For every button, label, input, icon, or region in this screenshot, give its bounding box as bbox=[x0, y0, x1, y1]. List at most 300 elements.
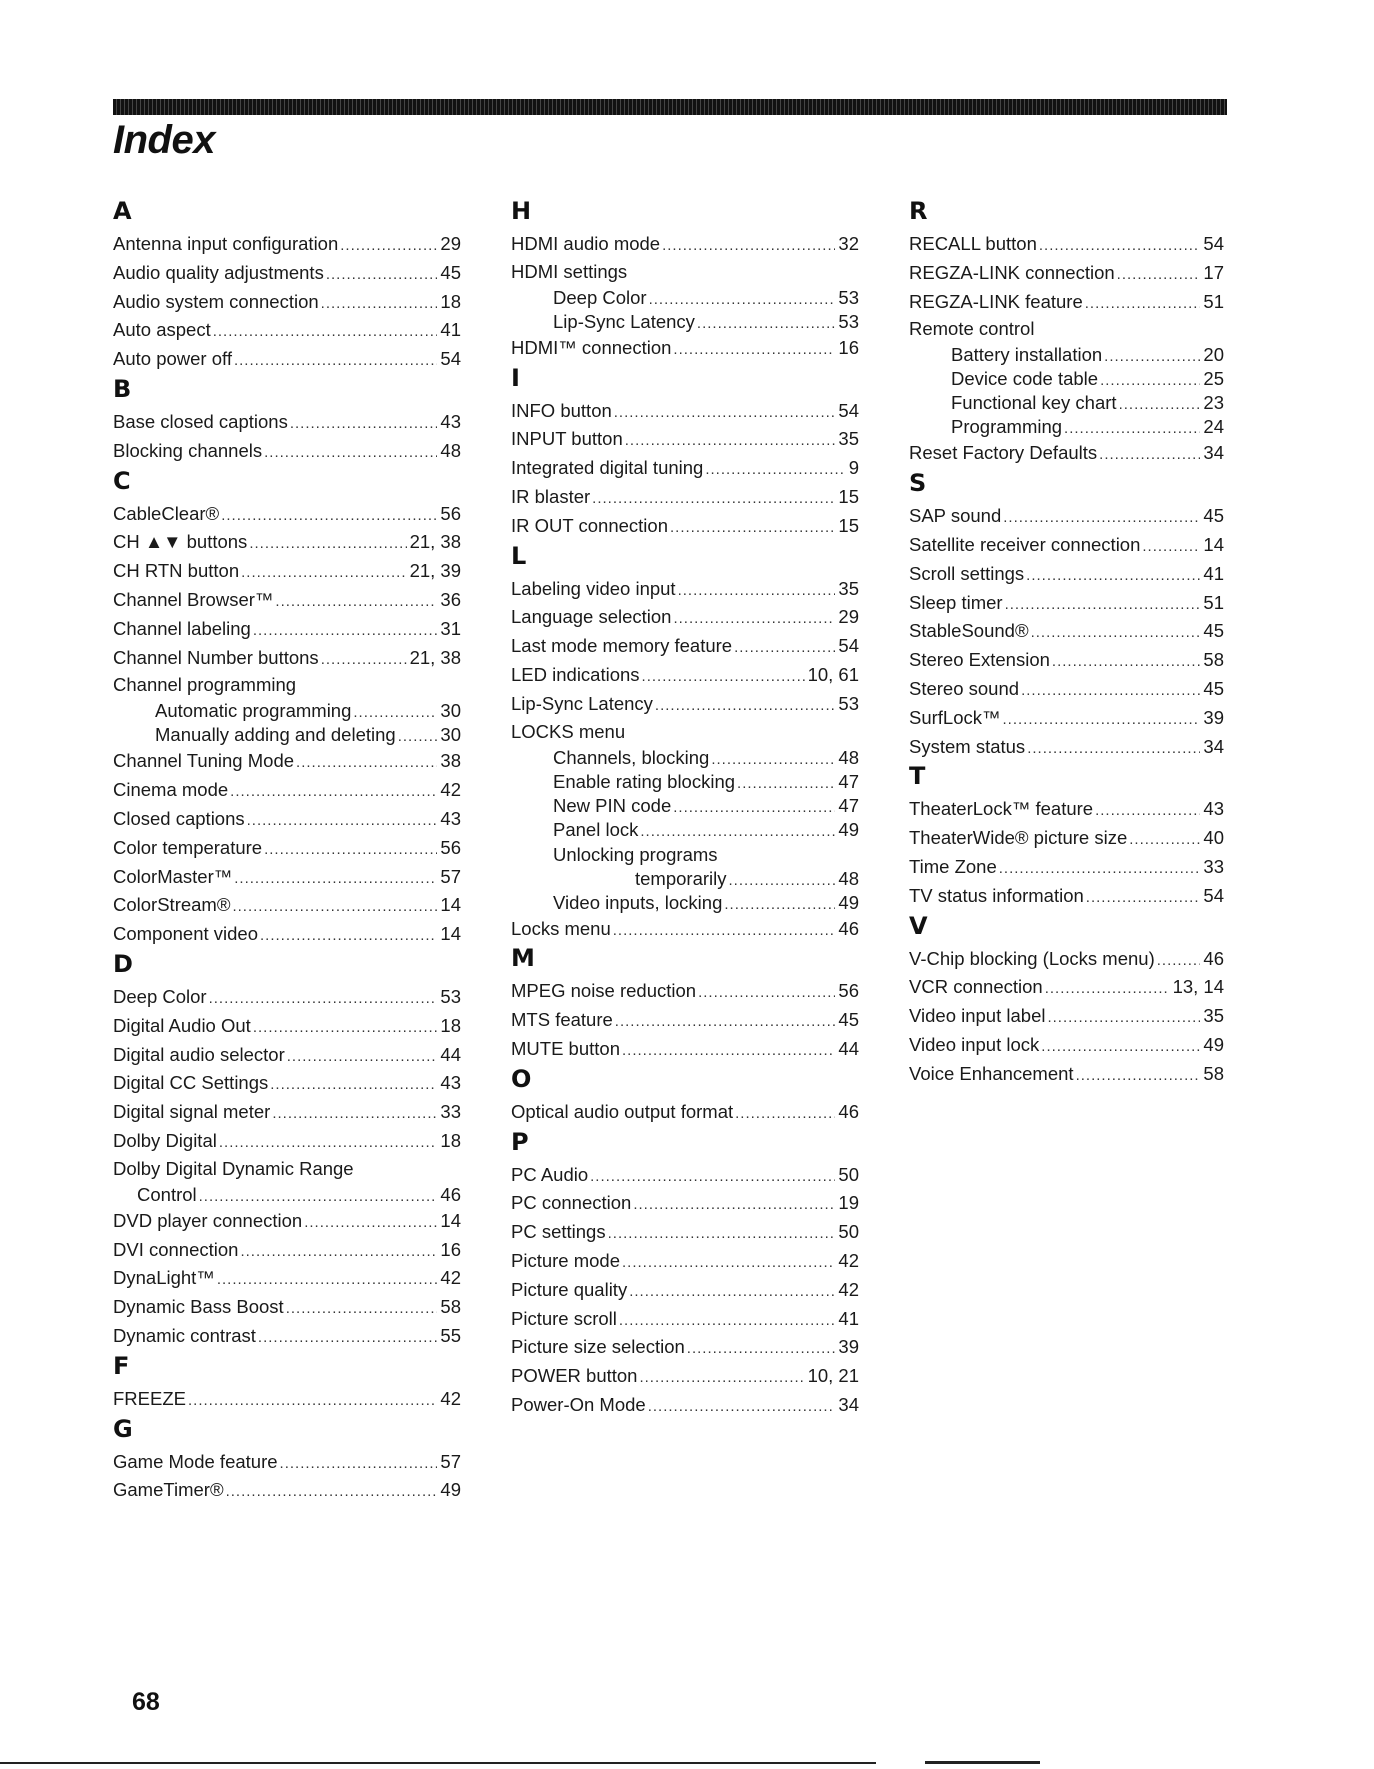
entry-pages: 42 bbox=[440, 779, 461, 801]
entry-term: TV status information bbox=[909, 884, 1084, 906]
entry-pages: 30 bbox=[440, 700, 461, 722]
dot-leader bbox=[234, 347, 437, 376]
entry-pages: 54 bbox=[838, 399, 859, 421]
entry-pages: 56 bbox=[838, 980, 859, 1002]
dot-leader bbox=[678, 577, 836, 606]
index-entry bbox=[113, 288, 461, 317]
index-entry bbox=[113, 834, 461, 863]
dot-leader bbox=[1005, 591, 1201, 620]
entry-pages: 39 bbox=[838, 1336, 859, 1358]
index-entry bbox=[113, 1156, 461, 1183]
index-entry bbox=[909, 1060, 1224, 1089]
entry-pages: 57 bbox=[440, 1450, 461, 1472]
entry-term: Control bbox=[137, 1183, 197, 1205]
entry-term: Functional key chart bbox=[951, 392, 1117, 414]
section-letter: O bbox=[511, 1064, 532, 1093]
dot-leader bbox=[999, 855, 1201, 884]
dot-leader bbox=[272, 1100, 437, 1129]
entry-pages: 18 bbox=[440, 290, 461, 312]
entry-pages: 47 bbox=[838, 770, 859, 792]
dot-leader bbox=[280, 1450, 438, 1479]
index-entry bbox=[113, 805, 461, 834]
entry-term: Lip-Sync Latency bbox=[553, 310, 695, 332]
dot-leader bbox=[642, 663, 805, 692]
entry-pages: 23 bbox=[1203, 392, 1224, 414]
entry-pages: 45 bbox=[1203, 677, 1224, 699]
index-entry bbox=[909, 415, 1224, 439]
entry-term: FREEZE bbox=[113, 1387, 186, 1409]
entry-term: Channel programming bbox=[113, 674, 297, 696]
entry-pages: 45 bbox=[838, 1009, 859, 1031]
entry-pages: 53 bbox=[440, 985, 461, 1007]
entry-term: TheaterWide® picture size bbox=[909, 827, 1128, 849]
dot-leader bbox=[1031, 619, 1201, 648]
entry-pages: 58 bbox=[1203, 649, 1224, 671]
dot-leader bbox=[353, 701, 437, 725]
section-letter: I bbox=[511, 363, 520, 392]
entry-term: REGZA-LINK connection bbox=[909, 261, 1115, 283]
entry-term: Channel Number buttons bbox=[113, 646, 319, 668]
index-entry bbox=[511, 1098, 859, 1127]
dot-leader bbox=[326, 261, 438, 290]
index-entry bbox=[909, 316, 1224, 343]
index-entry bbox=[909, 343, 1224, 367]
dot-leader bbox=[1157, 947, 1201, 976]
index-entry bbox=[113, 528, 461, 557]
entry-pages: 14 bbox=[1203, 533, 1224, 555]
entry-term: Channel labeling bbox=[113, 617, 251, 639]
dot-leader bbox=[286, 1295, 438, 1324]
entry-pages: 31 bbox=[440, 617, 461, 639]
dot-leader bbox=[629, 1278, 835, 1307]
index-entry bbox=[909, 646, 1224, 675]
entry-pages: 36 bbox=[440, 588, 461, 610]
entry-term: Deep Color bbox=[113, 985, 207, 1007]
dot-leader bbox=[217, 1266, 438, 1295]
dot-leader bbox=[737, 772, 835, 796]
entry-term: Remote control bbox=[909, 318, 1035, 340]
entry-pages: 43 bbox=[440, 807, 461, 829]
entry-pages: 54 bbox=[1203, 884, 1224, 906]
entry-term: Picture scroll bbox=[511, 1307, 617, 1329]
entry-pages: 16 bbox=[440, 1238, 461, 1260]
entry-pages: 41 bbox=[838, 1307, 859, 1329]
index-column-1 bbox=[113, 196, 461, 1505]
dot-leader bbox=[188, 1387, 437, 1416]
entry-term: Video inputs, locking bbox=[553, 891, 723, 913]
dot-leader bbox=[648, 1393, 836, 1422]
dot-leader bbox=[304, 1209, 437, 1238]
entry-pages: 43 bbox=[1203, 798, 1224, 820]
index-entry bbox=[511, 746, 859, 770]
entry-term: Last mode memory feature bbox=[511, 635, 733, 657]
dot-leader bbox=[398, 725, 438, 749]
entry-pages: 30 bbox=[440, 724, 461, 746]
dot-leader bbox=[287, 1043, 438, 1072]
entry-term: Panel lock bbox=[553, 818, 639, 840]
index-entry bbox=[909, 531, 1224, 560]
entry-term: ColorMaster™ bbox=[113, 865, 233, 887]
dot-leader bbox=[1119, 393, 1201, 417]
entry-pages: 43 bbox=[440, 410, 461, 432]
entry-term: Digital Audio Out bbox=[113, 1014, 251, 1036]
entry-term: temporarily bbox=[635, 867, 727, 889]
dot-leader bbox=[639, 1364, 804, 1393]
entry-pages: 57 bbox=[440, 865, 461, 887]
index-entry bbox=[113, 1127, 461, 1156]
entry-term: TheaterLock™ feature bbox=[909, 798, 1094, 820]
entry-pages: 53 bbox=[838, 286, 859, 308]
index-entry bbox=[113, 1207, 461, 1236]
entry-pages: 40 bbox=[1203, 827, 1224, 849]
dot-leader bbox=[1142, 533, 1200, 562]
entry-pages: 43 bbox=[440, 1072, 461, 1094]
entry-term: Power-On Mode bbox=[511, 1393, 646, 1415]
dot-leader bbox=[253, 617, 438, 646]
index-entry bbox=[909, 560, 1224, 589]
index-entry bbox=[909, 795, 1224, 824]
index-entry bbox=[511, 259, 859, 286]
entry-term: RECALL button bbox=[909, 233, 1037, 254]
entry-term: HDMI settings bbox=[511, 260, 628, 282]
entry-pages: 10, 61 bbox=[807, 663, 859, 685]
entry-pages: 45 bbox=[1203, 505, 1224, 527]
entry-term: Lip-Sync Latency bbox=[511, 692, 653, 714]
entry-term: Dynamic Bass Boost bbox=[113, 1296, 284, 1318]
dot-leader bbox=[234, 865, 437, 894]
entry-term: INPUT button bbox=[511, 428, 623, 450]
entry-term: Digital CC Settings bbox=[113, 1072, 269, 1094]
index-entry bbox=[511, 425, 859, 454]
dot-leader bbox=[321, 290, 438, 319]
index-entry bbox=[511, 977, 859, 1006]
footer-rule bbox=[0, 1762, 876, 1764]
index-entry bbox=[113, 1069, 461, 1098]
entry-pages: 34 bbox=[1203, 442, 1224, 464]
dot-leader bbox=[1026, 562, 1200, 591]
dot-leader bbox=[219, 1129, 438, 1158]
index-column-2 bbox=[511, 196, 859, 1420]
index-entry bbox=[511, 770, 859, 794]
section-letter: V bbox=[909, 911, 928, 940]
index-entry bbox=[113, 259, 461, 288]
dot-leader bbox=[264, 836, 437, 865]
index-entry bbox=[909, 391, 1224, 415]
entry-pages: 54 bbox=[838, 635, 859, 657]
index-entry bbox=[113, 983, 461, 1012]
entry-term: Reset Factory Defaults bbox=[909, 442, 1098, 464]
index-entry bbox=[113, 672, 461, 699]
index-entry bbox=[113, 723, 461, 747]
index-entry bbox=[511, 632, 859, 661]
dot-leader bbox=[247, 807, 438, 836]
entry-term: PC settings bbox=[511, 1221, 606, 1243]
dot-leader bbox=[270, 1071, 437, 1100]
entry-pages: 35 bbox=[838, 577, 859, 599]
index-entry bbox=[511, 310, 859, 334]
footer-rule-mark bbox=[925, 1761, 1040, 1764]
entry-term: Auto power off bbox=[113, 348, 232, 370]
dot-leader bbox=[249, 530, 406, 559]
dot-leader bbox=[622, 1249, 835, 1278]
dot-leader bbox=[1085, 290, 1201, 319]
entry-term: Picture size selection bbox=[511, 1336, 685, 1358]
dot-leader bbox=[592, 485, 835, 514]
entry-term: Time Zone bbox=[909, 855, 997, 877]
entry-pages: 55 bbox=[440, 1324, 461, 1346]
dot-leader bbox=[697, 312, 836, 336]
entry-term: REGZA-LINK feature bbox=[909, 290, 1083, 312]
index-entry bbox=[511, 483, 859, 512]
index-entry bbox=[511, 719, 859, 746]
entry-term: Closed captions bbox=[113, 807, 245, 829]
index-entry bbox=[511, 575, 859, 604]
entry-pages: 56 bbox=[440, 836, 461, 858]
entry-term: Channels, blocking bbox=[553, 746, 710, 768]
dot-leader bbox=[290, 410, 438, 439]
entry-term: V-Chip blocking (Locks menu) bbox=[909, 947, 1155, 969]
entry-pages: 48 bbox=[838, 867, 859, 889]
dot-leader bbox=[258, 1324, 438, 1353]
dot-leader bbox=[619, 1307, 836, 1336]
dot-leader bbox=[673, 605, 835, 634]
entry-term: Dolby Digital Dynamic Range bbox=[113, 1157, 354, 1179]
entry-pages: 45 bbox=[1203, 620, 1224, 642]
entry-pages: 50 bbox=[838, 1221, 859, 1243]
entry-term: Digital audio selector bbox=[113, 1043, 285, 1065]
dot-leader bbox=[711, 748, 835, 772]
entry-term: HDMI audio mode bbox=[511, 233, 661, 254]
dot-leader bbox=[1039, 232, 1201, 261]
index-entry bbox=[511, 891, 859, 915]
dot-leader bbox=[1104, 345, 1200, 369]
entry-pages: 51 bbox=[1203, 591, 1224, 613]
entry-pages: 25 bbox=[1203, 368, 1224, 390]
entry-term: Deep Color bbox=[553, 286, 647, 308]
index-entry bbox=[511, 1189, 859, 1218]
entry-term: Integrated digital tuning bbox=[511, 457, 704, 479]
section-letter: L bbox=[511, 541, 527, 570]
entry-pages: 45 bbox=[440, 261, 461, 283]
entry-term: Dynamic contrast bbox=[113, 1324, 256, 1346]
entry-term: Cinema mode bbox=[113, 779, 229, 801]
dot-leader bbox=[655, 692, 836, 721]
index-entry bbox=[113, 1322, 461, 1351]
section-letter: A bbox=[113, 197, 132, 225]
entry-pages: 17 bbox=[1203, 261, 1224, 283]
dot-leader bbox=[1045, 975, 1170, 1004]
dot-leader bbox=[1052, 648, 1201, 677]
index-entry bbox=[113, 920, 461, 949]
entry-pages: 33 bbox=[440, 1101, 461, 1123]
index-entry bbox=[511, 1305, 859, 1334]
dot-leader bbox=[1095, 797, 1200, 826]
entry-term: MPEG noise reduction bbox=[511, 980, 697, 1002]
entry-pages: 41 bbox=[440, 319, 461, 341]
entry-term: ColorStream® bbox=[113, 894, 231, 916]
index-entry bbox=[909, 824, 1224, 853]
index-entry bbox=[113, 1012, 461, 1041]
dot-leader bbox=[633, 1191, 835, 1220]
index-entry bbox=[511, 818, 859, 842]
entry-pages: 46 bbox=[838, 1100, 859, 1122]
entry-term: CH ▲▼ buttons bbox=[113, 531, 248, 553]
entry-term: LOCKS menu bbox=[511, 720, 626, 742]
dot-leader bbox=[1003, 504, 1200, 533]
entry-term: MTS feature bbox=[511, 1009, 613, 1031]
dot-leader bbox=[705, 456, 845, 485]
entry-pages: 34 bbox=[838, 1393, 859, 1415]
entry-term: Voice Enhancement bbox=[909, 1062, 1074, 1084]
dot-leader bbox=[1117, 261, 1201, 290]
entry-term: HDMI™ connection bbox=[511, 336, 672, 358]
entry-pages: 14 bbox=[440, 923, 461, 945]
page-number: 68 bbox=[132, 1688, 160, 1716]
dot-leader bbox=[226, 1478, 438, 1507]
dot-leader bbox=[1064, 417, 1200, 441]
dot-leader bbox=[240, 1238, 437, 1267]
entry-term: Device code table bbox=[951, 368, 1099, 390]
entry-pages: 42 bbox=[440, 1387, 461, 1409]
dot-leader bbox=[213, 318, 438, 347]
entry-term: Programming bbox=[951, 416, 1063, 438]
entry-pages: 21, 39 bbox=[409, 560, 461, 582]
dot-leader bbox=[221, 502, 437, 531]
index-entry bbox=[511, 286, 859, 310]
entry-pages: 24 bbox=[1203, 416, 1224, 438]
index-entry bbox=[909, 367, 1224, 391]
dot-leader bbox=[662, 232, 835, 261]
index-entry bbox=[511, 1218, 859, 1247]
dot-leader bbox=[734, 634, 835, 663]
index-entry bbox=[511, 1276, 859, 1305]
index-entry bbox=[909, 288, 1224, 317]
dot-leader bbox=[673, 796, 835, 820]
entry-pages: 9 bbox=[848, 457, 859, 479]
index-entry bbox=[113, 1183, 461, 1207]
entry-pages: 58 bbox=[440, 1296, 461, 1318]
index-entry bbox=[113, 1293, 461, 1322]
dot-leader bbox=[321, 646, 407, 675]
entry-term: Digital signal meter bbox=[113, 1101, 271, 1123]
index-entry bbox=[113, 1385, 461, 1414]
entry-term: VCR connection bbox=[909, 976, 1043, 998]
entry-pages: 21, 38 bbox=[409, 531, 461, 553]
dot-leader bbox=[673, 336, 835, 365]
entry-pages: 44 bbox=[838, 1037, 859, 1059]
entry-term: Automatic programming bbox=[155, 700, 352, 722]
section-letter: S bbox=[909, 469, 927, 498]
dot-leader bbox=[340, 232, 437, 261]
entry-pages: 35 bbox=[838, 428, 859, 450]
entry-pages: 15 bbox=[838, 485, 859, 507]
entry-term: Dolby Digital bbox=[113, 1129, 217, 1151]
entry-term: Audio quality adjustments bbox=[113, 261, 324, 283]
dot-leader bbox=[1076, 1062, 1201, 1091]
index-entry bbox=[909, 733, 1224, 762]
entry-pages: 50 bbox=[838, 1163, 859, 1185]
entry-pages: 46 bbox=[440, 1183, 461, 1205]
entry-pages: 54 bbox=[440, 348, 461, 370]
entry-pages: 29 bbox=[440, 233, 461, 254]
index-entry bbox=[511, 915, 859, 944]
entry-pages: 32 bbox=[838, 233, 859, 254]
dot-leader bbox=[296, 749, 437, 778]
dot-leader bbox=[670, 514, 835, 543]
entry-term: Locks menu bbox=[511, 917, 611, 939]
dot-leader bbox=[241, 559, 406, 588]
dot-leader bbox=[199, 1185, 438, 1209]
entry-term: Video input label bbox=[909, 1005, 1046, 1027]
index-entry bbox=[113, 747, 461, 776]
index-entry bbox=[909, 853, 1224, 882]
entry-pages: 42 bbox=[838, 1249, 859, 1271]
entry-pages: 18 bbox=[440, 1129, 461, 1151]
index-entry bbox=[909, 882, 1224, 911]
entry-term: SurfLock™ bbox=[909, 706, 1001, 728]
entry-term: Audio system connection bbox=[113, 290, 319, 312]
entry-pages: 49 bbox=[440, 1479, 461, 1501]
entry-term: Satellite receiver connection bbox=[909, 533, 1141, 555]
index-entry bbox=[113, 586, 461, 615]
entry-term: CableClear® bbox=[113, 502, 220, 524]
entry-term: Video input lock bbox=[909, 1033, 1040, 1055]
entry-pages: 18 bbox=[440, 1014, 461, 1036]
index-entry bbox=[909, 675, 1224, 704]
entry-term: Game Mode feature bbox=[113, 1450, 278, 1472]
entry-pages: 49 bbox=[838, 891, 859, 913]
entry-term: Blocking channels bbox=[113, 439, 263, 461]
entry-pages: 19 bbox=[838, 1192, 859, 1214]
dot-leader bbox=[687, 1335, 836, 1364]
dot-leader bbox=[622, 1037, 835, 1066]
dot-leader bbox=[209, 985, 438, 1014]
entry-term: POWER button bbox=[511, 1365, 638, 1387]
index-entry bbox=[909, 704, 1224, 733]
entry-term: Stereo Extension bbox=[909, 649, 1050, 671]
entry-pages: 35 bbox=[1203, 1005, 1224, 1027]
entry-pages: 54 bbox=[1203, 233, 1224, 254]
section-letter: H bbox=[511, 197, 532, 225]
entry-term: SAP sound bbox=[909, 505, 1002, 527]
dot-leader bbox=[1047, 1004, 1200, 1033]
dot-leader bbox=[698, 979, 835, 1008]
dot-leader bbox=[1086, 884, 1201, 913]
index-entry bbox=[113, 345, 461, 374]
index-entry bbox=[113, 500, 461, 529]
dot-leader bbox=[615, 1008, 836, 1037]
entry-term: Manually adding and deleting bbox=[155, 724, 396, 746]
entry-term: INFO button bbox=[511, 399, 612, 421]
index-entry bbox=[909, 945, 1224, 974]
index-column-3 bbox=[909, 196, 1224, 1089]
entry-pages: 16 bbox=[838, 336, 859, 358]
section-letter: P bbox=[511, 1127, 529, 1156]
entry-term: Component video bbox=[113, 923, 259, 945]
entry-pages: 58 bbox=[1203, 1062, 1224, 1084]
entry-term: StableSound® bbox=[909, 620, 1029, 642]
entry-pages: 46 bbox=[838, 917, 859, 939]
entry-pages: 10, 21 bbox=[807, 1365, 859, 1387]
entry-term: Color temperature bbox=[113, 836, 263, 858]
entry-term: CH RTN button bbox=[113, 560, 240, 582]
index-entry bbox=[511, 1035, 859, 1064]
entry-pages: 51 bbox=[1203, 290, 1224, 312]
entry-pages: 29 bbox=[838, 606, 859, 628]
entry-term: LED indications bbox=[511, 663, 640, 685]
entry-term: Enable rating blocking bbox=[553, 770, 736, 792]
entry-term: New PIN code bbox=[553, 794, 672, 816]
